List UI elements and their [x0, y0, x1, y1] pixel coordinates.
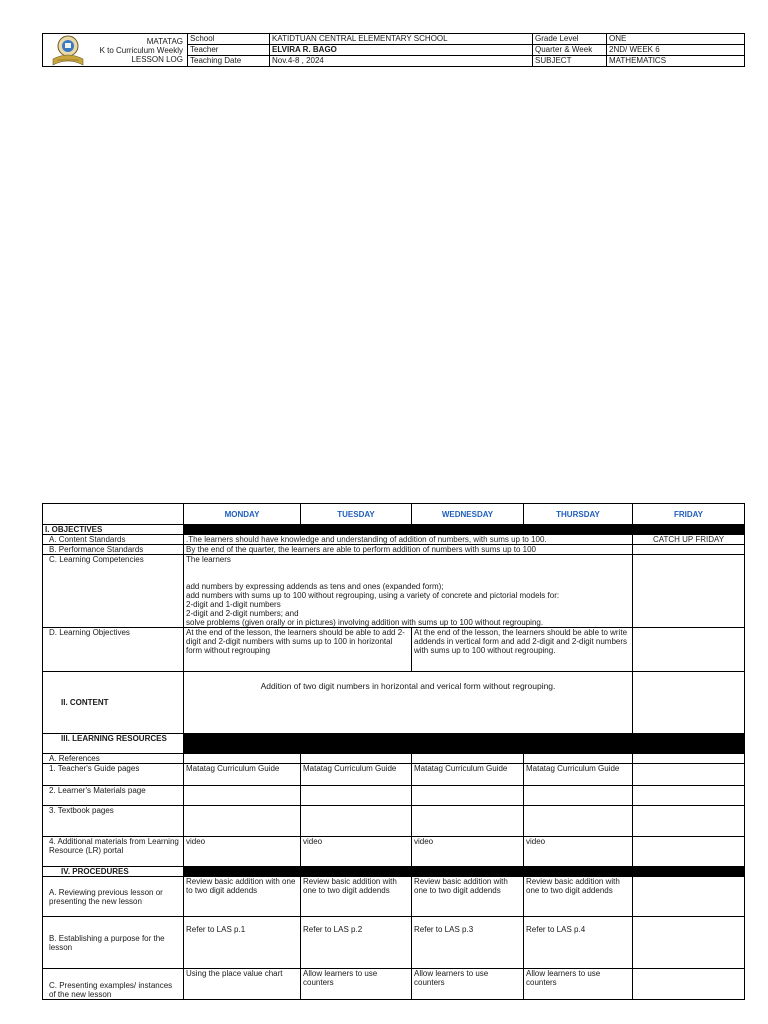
- lesson-log-table: [42, 503, 745, 1000]
- day-monday: MONDAY: [184, 504, 301, 525]
- content-standards-value: .The learners should have knowledge and understanding of addition of numbers, with sums up to 100.: [184, 535, 633, 545]
- learners-materials-label: 2. Learner's Materials page: [43, 786, 184, 806]
- empty-cell: [184, 806, 301, 837]
- review-wednesday: Review basic addition with one to two digit addends: [412, 877, 524, 917]
- learning-resources-heading: III. LEARNING RESOURCES: [43, 734, 184, 754]
- review-thursday: Review basic addition with one to two digit addends: [524, 877, 633, 917]
- procedures-heading-row: [43, 867, 745, 877]
- examples-tuesday: Allow learners to use counters: [301, 969, 412, 1000]
- empty-cell: [184, 786, 301, 806]
- purpose-label: B. Establishing a purpose for the lesson: [43, 917, 184, 969]
- learners-materials-row: [43, 786, 745, 806]
- grade-level-label: Grade Level: [533, 34, 607, 45]
- examples-wednesday: Allow learners to use counters: [412, 969, 524, 1000]
- empty-cell: [633, 672, 745, 734]
- empty-cell: [301, 786, 412, 806]
- references-label: A. References: [43, 754, 184, 764]
- content-heading: II. CONTENT: [43, 672, 184, 734]
- day-thursday: THURSDAY: [524, 504, 633, 525]
- empty-cell: [301, 806, 412, 837]
- performance-standards-value: By the end of the quarter, the learners are able to perform addition of numbers with sums up to 100: [184, 545, 633, 555]
- additional-wednesday: video: [412, 837, 524, 867]
- header-logo-cell: [43, 34, 188, 67]
- section-bar: [184, 867, 745, 877]
- grade-level-value: ONE: [607, 34, 745, 45]
- teaching-date-label: Teaching Date: [188, 56, 270, 67]
- empty-cell: [633, 555, 745, 628]
- day-friday: FRIDAY: [633, 504, 745, 525]
- subject-label: SUBJECT: [533, 56, 607, 67]
- teacher-value: ELVIRA R. BAGO: [270, 45, 533, 56]
- additional-materials-label: 4. Additional materials from Learning Resource (LR) portal: [43, 837, 184, 867]
- empty-cell: [633, 837, 745, 867]
- empty-cell: [633, 764, 745, 786]
- purpose-monday: Refer to LAS p.1: [184, 917, 301, 969]
- empty-cell: [633, 877, 745, 917]
- review-tuesday: Review basic addition with one to two digit addends: [301, 877, 412, 917]
- empty-cell: [524, 806, 633, 837]
- empty-cell: [524, 754, 633, 764]
- day-header-row: [43, 504, 745, 525]
- competencies-intro: The learners: [186, 555, 231, 564]
- quarter-week-label: Quarter & Week: [533, 45, 607, 56]
- textbook-pages-label: 3. Textbook pages: [43, 806, 184, 837]
- empty-cell: [633, 754, 745, 764]
- review-monday: Review basic addition with one to two digit addends: [184, 877, 301, 917]
- quarter-week-value: 2ND/ WEEK 6: [607, 45, 745, 56]
- learning-objectives-row: [43, 628, 745, 672]
- teachers-guide-row: [43, 764, 745, 786]
- empty-cell: [301, 754, 412, 764]
- additional-monday: video: [184, 837, 301, 867]
- empty-cell: [633, 628, 745, 672]
- content-standards-row: [43, 535, 745, 545]
- subject-value: MATHEMATICS: [607, 56, 745, 67]
- additional-materials-row: [43, 837, 745, 867]
- learning-competencies-row: [43, 555, 745, 628]
- content-value: Addition of two digit numbers in horizontal and verical form without regrouping.: [184, 672, 633, 734]
- objectives-heading-row: [43, 525, 745, 535]
- content-row: [43, 672, 745, 734]
- teachers-guide-tuesday: Matatag Curriculum Guide: [301, 764, 412, 786]
- empty-cell: [524, 786, 633, 806]
- school-label: School: [188, 34, 270, 45]
- purpose-thursday: Refer to LAS p.4: [524, 917, 633, 969]
- empty-cell: [633, 786, 745, 806]
- deped-seal-icon: [51, 35, 85, 67]
- examples-monday: Using the place value chart: [184, 969, 301, 1000]
- purpose-row: [43, 917, 745, 969]
- teachers-guide-label: 1. Teacher's Guide pages: [43, 764, 184, 786]
- review-row: [43, 877, 745, 917]
- competency-line: 2-digit and 2-digit numbers; and: [186, 609, 299, 618]
- friday-catch-up: CATCH UP FRIDAY: [633, 535, 745, 545]
- teachers-guide-wednesday: Matatag Curriculum Guide: [412, 764, 524, 786]
- empty-cell: [633, 969, 745, 1000]
- section-bar: [184, 734, 745, 754]
- empty-cell: [412, 754, 524, 764]
- header-title-line-3: LESSON LOG: [131, 54, 183, 64]
- empty-cell: [633, 917, 745, 969]
- teachers-guide-thursday: Matatag Curriculum Guide: [524, 764, 633, 786]
- competency-line: add numbers with sums up to 100 without regrouping, using a variety of concrete and pictorial models for:: [186, 591, 560, 600]
- performance-standards-row: [43, 545, 745, 555]
- blank-corner: [43, 504, 184, 525]
- header-title-line-1: MATATAG: [146, 36, 183, 46]
- competency-line: add numbers by expressing addends as tens and ones (expanded form);: [186, 582, 444, 591]
- day-tuesday: TUESDAY: [301, 504, 412, 525]
- teachers-guide-monday: Matatag Curriculum Guide: [184, 764, 301, 786]
- learning-competencies-label: C. Learning Competencies: [43, 555, 184, 628]
- examples-label: C. Presenting examples/ instances of the new lesson: [43, 969, 184, 1000]
- examples-thursday: Allow learners to use counters: [524, 969, 633, 1000]
- empty-cell: [412, 786, 524, 806]
- content-standards-label: A. Content Standards: [43, 535, 184, 545]
- header-title-line-2: K to Curriculum Weekly: [99, 45, 183, 55]
- objectives-heading: I. OBJECTIVES: [43, 525, 184, 535]
- competency-line: solve problems (given orally or in pictures) involving addition with sums up to 100 without regrouping.: [186, 618, 544, 627]
- additional-thursday: video: [524, 837, 633, 867]
- empty-cell: [412, 806, 524, 837]
- empty-cell: [633, 806, 745, 837]
- learning-objectives-label: D. Learning Objectives: [43, 628, 184, 672]
- learning-resources-heading-row: [43, 734, 745, 754]
- learning-competencies-value: [184, 555, 633, 628]
- procedures-heading: IV. PROCEDURES: [43, 867, 184, 877]
- textbook-pages-row: [43, 806, 745, 837]
- empty-cell: [633, 545, 745, 555]
- lesson-log-header: [42, 33, 745, 67]
- teacher-label: Teacher: [188, 45, 270, 56]
- references-row: [43, 754, 745, 764]
- empty-cell: [184, 754, 301, 764]
- review-label: A. Reviewing previous lesson or presenting the new lesson: [43, 877, 184, 917]
- performance-standards-label: B. Performance Standards: [43, 545, 184, 555]
- competency-line: 2-digit and 1-digit numbers: [186, 600, 281, 609]
- learning-objectives-mon-tue: At the end of the lesson, the learners should be able to add 2-digit and 2-digit numbers with sums up to 100 in horizontal form without regrouping: [184, 628, 412, 672]
- teaching-date-value: Nov.4-8 , 2024: [270, 56, 533, 67]
- purpose-tuesday: Refer to LAS p.2: [301, 917, 412, 969]
- examples-row: [43, 969, 745, 1000]
- day-wednesday: WEDNESDAY: [412, 504, 524, 525]
- section-bar: [184, 525, 745, 535]
- purpose-wednesday: Refer to LAS p.3: [412, 917, 524, 969]
- school-value: KATIDTUAN CENTRAL ELEMENTARY SCHOOL: [270, 34, 533, 45]
- learning-objectives-wed-thu: At the end of the lesson, the learners should be able to write addends in vertical form and add 2-digit and 2-digit numbers with sums up to 100 without regrouping.: [412, 628, 633, 672]
- additional-tuesday: video: [301, 837, 412, 867]
